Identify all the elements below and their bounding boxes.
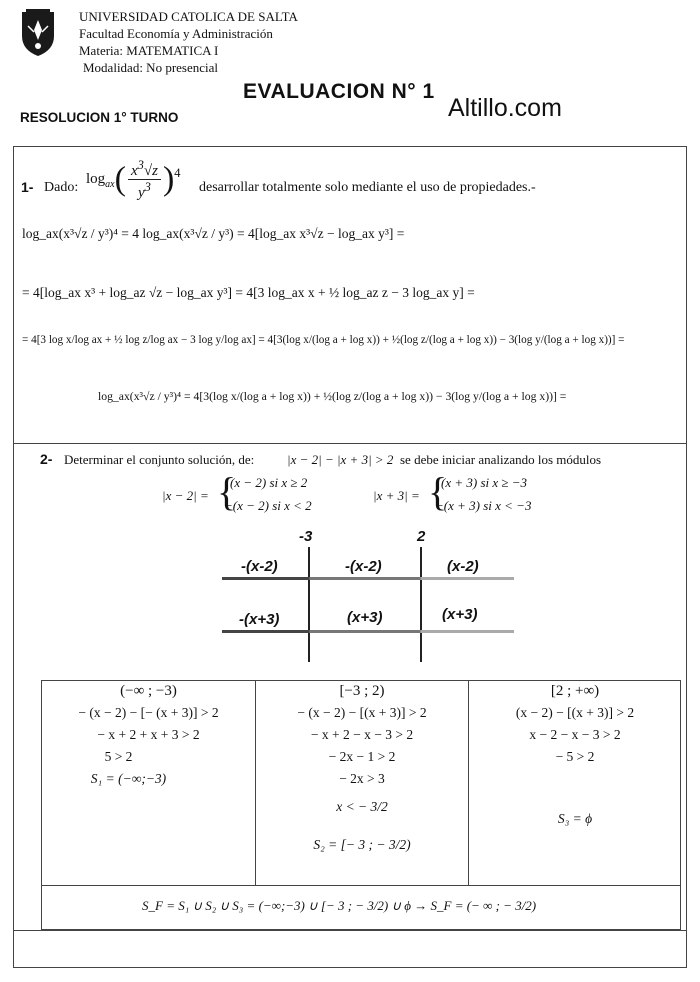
sign-chart-point: 2 <box>417 528 426 545</box>
exercise-1-step-3: = 4[3 log x/log ax + ½ log z/log ax − 3 log y/log ax] = 4[3(log x/(log a + log x)) + ½(log z/(log a + log x)) − 3(log y/(log a + log x))] = <box>22 334 625 346</box>
final-solution: S_F = S₁ ∪ S₂ ∪ S₃ = (−∞;−3) ∪ [− 3 ; − 3/2) ∪ ϕ → S_F = (− ∞ ; − 3/2) <box>142 898 537 913</box>
interval-step: − (x − 2) − [(x + 3)] > 2 <box>297 705 427 720</box>
exercise-1-step-1: log_ax(x³√z / y³)⁴ = 4 log_ax(x³√z / y³) = 4[log_ax x³√z − log_ax y³] = <box>22 226 405 241</box>
interval-step: x < − 3/2 <box>336 799 388 814</box>
interval-step: − x + 2 − x − 3 > 2 <box>310 727 414 742</box>
exercise-1-number: 1- <box>21 179 34 195</box>
abs-definition-1-case-2: −(x − 2) si x < 2 <box>224 498 312 513</box>
exercise-1-intro: Dado: <box>44 180 79 195</box>
modality: Modalidad: No presencial <box>83 60 219 75</box>
interval-header: [−3 ; 2) <box>339 683 385 699</box>
sign-chart-label: (x+3) <box>347 609 383 626</box>
interval-column-2 <box>256 680 468 885</box>
interval-solution: S₃ = ϕ <box>557 811 593 826</box>
abs-definition-2-case-1: (x + 3) si x ≥ −3 <box>441 475 528 490</box>
sign-chart-divider <box>308 547 310 662</box>
interval-step: (x − 2) − [(x + 3)] > 2 <box>515 705 635 720</box>
sign-chart-label: (x-2) <box>447 558 479 575</box>
brace: { <box>428 469 448 514</box>
sign-chart-axis <box>222 630 514 633</box>
interval-solution: S₂ = [− 3 ; − 3/2) <box>313 837 411 852</box>
interval-step: − (x − 2) − [− (x + 3)] > 2 <box>78 705 219 720</box>
interval-step: − 5 > 2 <box>555 749 595 764</box>
interval-step: x − 2 − x − 3 > 2 <box>529 727 621 742</box>
exercise-2-inequality: |x − 2| − |x + 3| > 2 <box>287 452 394 467</box>
interval-step: − 2x − 1 > 2 <box>328 749 396 764</box>
university-crest-logo <box>20 8 56 58</box>
exercise-2-intro: Determinar el conjunto solución, de: <box>64 452 255 467</box>
exercise-2-number: 2- <box>40 451 53 467</box>
sign-chart-label: -(x+3) <box>239 611 280 628</box>
abs-definition-2-lhs: |x + 3| = <box>373 488 420 503</box>
sign-chart-axis <box>222 577 514 580</box>
table-divider <box>41 885 681 886</box>
section-divider <box>13 930 687 931</box>
brace: { <box>217 469 237 514</box>
interval-header: (−∞ ; −3) <box>120 683 177 699</box>
sign-chart-label: -(x-2) <box>241 558 278 575</box>
exercise-1-instruction: desarrollar totalmente solo mediante el uso de propiedades.- <box>199 180 536 195</box>
exercise-2-note: se debe iniciar analizando los módulos <box>400 452 602 467</box>
university-name: UNIVERSIDAD CATOLICA DE SALTA <box>79 9 298 24</box>
faculty-name: Facultad Economía y Administración <box>79 26 273 41</box>
section-divider <box>13 443 687 444</box>
abs-definition-1-case-1: (x − 2) si x ≥ 2 <box>230 475 308 490</box>
abs-definition-1-lhs: |x − 2| = <box>162 488 209 503</box>
sign-chart-label: -(x-2) <box>345 558 382 575</box>
abs-definition-2-case-2: −(x + 3) si x < −3 <box>435 498 532 513</box>
interval-column-1 <box>42 680 255 885</box>
interval-solution: S₁ = (−∞;−3) <box>90 771 167 786</box>
interval-column-3 <box>469 680 681 885</box>
interval-header: [2 ; +∞) <box>550 683 600 699</box>
exercise-1-step-4: log_ax(x³√z / y³)⁴ = 4[3(log x/(log a + log x)) + ½(log z/(log a + log x)) − 3(log y/(log a + log x))] = <box>98 390 567 403</box>
exercise-1-expression: $\log_{ax}$( $\frac{x^3√z}{y^3}$ )$^4$ <box>86 158 181 201</box>
exercise-1-step-2: = 4[log_ax x³ + log_az √z − log_ax y³] = 4[3 log_ax x + ½ log_az z − 3 log_ax y] = <box>22 285 475 300</box>
sign-chart-divider <box>420 547 422 662</box>
sign-chart-point: -3 <box>299 528 313 545</box>
interval-step: − x + 2 + x + 3 > 2 <box>97 727 200 742</box>
interval-step: − 2x > 3 <box>339 771 385 786</box>
page-title: EVALUACION N° 1 <box>243 80 435 103</box>
subject-name: Materia: MATEMATICA I <box>79 43 219 58</box>
resolution-subtitle: RESOLUCION 1° TURNO <box>20 110 179 125</box>
sign-chart-label: (x+3) <box>442 606 478 623</box>
interval-step: 5 > 2 <box>104 749 133 764</box>
watermark: Altillo.com <box>448 94 562 122</box>
